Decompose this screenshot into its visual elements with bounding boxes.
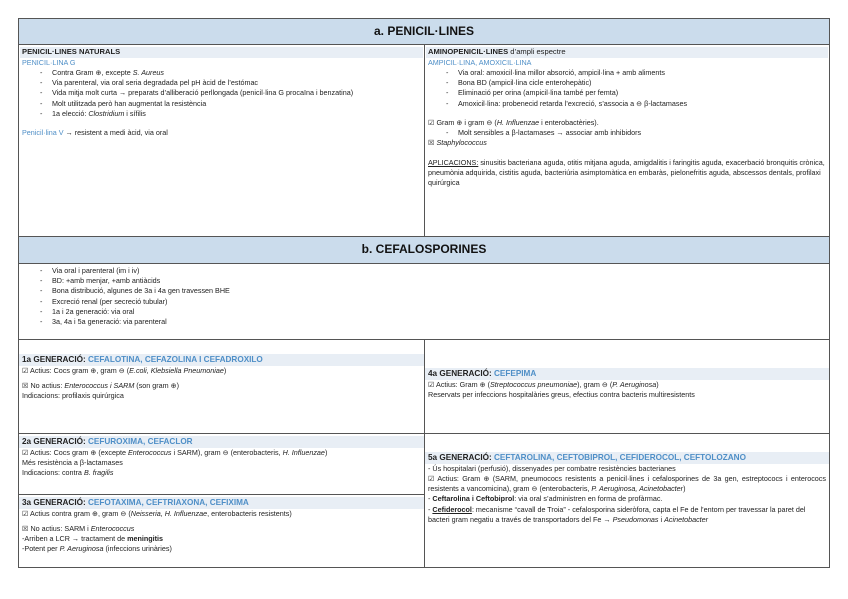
gen4-active: ☑ Actius: Gram ⊕ (Streptococcus pneumoniae), gram ⊖ (P. Aeruginosa) bbox=[428, 379, 659, 389]
document-page bbox=[18, 18, 830, 568]
list-item: - 3a, 4a i 5a generació: via parenteral bbox=[40, 317, 826, 327]
gen3-heading: 3a GENERACIÓ: CEFOTAXIMA, CEFTRIAXONA, CEFIXIMA bbox=[19, 497, 424, 509]
cephalosporins-intro-list bbox=[40, 266, 826, 327]
gen1-cell bbox=[19, 340, 424, 433]
gen3-cell bbox=[19, 494, 424, 557]
section-a-body bbox=[18, 45, 830, 237]
aminopenicillins-header: AMINOPENICIL·LINES d’ampli espectre bbox=[426, 47, 828, 58]
gen5-hospital: - Ús hospitalari (perfusió), dissenyades per combatre resistències bacterianes bbox=[428, 463, 676, 473]
section-b-title: b. CEFALOSPORINES bbox=[18, 237, 830, 264]
generations-row-2 bbox=[18, 434, 830, 568]
list-item: - Via oral i parenteral (im i iv) bbox=[40, 266, 826, 276]
generations-row-1 bbox=[18, 340, 830, 434]
penicillin-g-list bbox=[40, 68, 421, 119]
gen5-ceftaroline: - Ceftarolina i Ceftobiprol: via oral s’administren en forma de profàrmac. bbox=[428, 494, 663, 504]
ampicillin-heading: AMPICIL·LINA, AMOXICIL·LINA bbox=[428, 57, 532, 67]
list-item: - Via oral: amoxicil·lina millor absorció, ampicil·lina + amb aliments bbox=[446, 68, 826, 78]
gen5-cell bbox=[424, 434, 829, 567]
natural-penicillins-column bbox=[19, 45, 424, 236]
aminopenicillins-column bbox=[424, 45, 829, 236]
list-item: - 1a elecció: Clostridium i sífilis bbox=[40, 109, 421, 119]
gen2-heading: 2a GENERACIÓ: CEFUROXIMA, CEFACLOR bbox=[19, 436, 424, 448]
penicillin-v-line: Penicil·lina V → resistent a medi àcid, via oral bbox=[22, 128, 168, 138]
gen2-cell bbox=[19, 434, 424, 494]
gram-spectrum-line: ☑ Gram ⊕ i gram ⊖ (H. Influenzae i enterobactèries). bbox=[428, 117, 599, 127]
gen2-active: ☑ Actius: Cocs gram ⊕ (excepte Enterococcus i SARM), gram ⊖ (enterobacteris, H. Influenzae) bbox=[22, 447, 328, 457]
gen2-gen3-column bbox=[19, 434, 424, 567]
gen5-cefiderocol: - Cefiderocol: mecanisme “cavall de Troia” - cefalosporina sideròfora, capta el Fe de l’entorn per travessar la paret del bacteri gram negatiu a través de transportadors del Fe → Pseudomonas i Acinetobacter bbox=[428, 504, 806, 524]
list-item: - Contra Gram ⊕, excepte S. Aureus bbox=[40, 68, 421, 78]
gen4-reserved: Reservats per infeccions hospitalàries greus, efectius contra bacteris multiresistents bbox=[428, 389, 695, 399]
section-a-title: a. PENICIL·LINES bbox=[18, 18, 830, 45]
beta-lactamase-note bbox=[446, 128, 826, 138]
gen4-cell bbox=[424, 340, 829, 433]
ampicillin-list bbox=[446, 68, 826, 109]
list-item: - Eliminació per orina (ampicil·lina també per femta) bbox=[446, 88, 826, 98]
gen1-inactive: ☒ No actius: Enterococcus i SARM (son gram ⊕) bbox=[22, 380, 180, 390]
list-item: - Molt sensibles a β-lactamases → associar amb inhibidors bbox=[446, 128, 826, 138]
applications-paragraph: APLICACIONS: sinusitis bacteriana aguda, otitis mitjana aguda, amigdalitis i faringitis aguda, exacerbació bronquitis crònica, pneumònia adquirida, cistitis aguda, bacteriúria asimptomàtica en embaràs, pielonefritis aguda, abscessos dentals, profilaxi quirúrgica bbox=[428, 157, 825, 187]
list-item: - Molt utilitzada però han augmentat la resistència bbox=[40, 99, 421, 109]
gen3-potent: -Potent per P. Aeruginosa (infeccions urinàries) bbox=[22, 544, 172, 554]
gen1-indications: Indicacions: profilaxis quirúrgica bbox=[22, 391, 124, 401]
list-item: - Via parenteral, via oral seria degradada pel pH àcid de l’estómac bbox=[40, 78, 421, 88]
list-item: - Bona distribució, algunes de 3a i 4a gen travessen BHE bbox=[40, 286, 826, 296]
gen2-resistance: Més resistència a β-lactamases bbox=[22, 457, 123, 467]
gen2-indications: Indicacions: contra B. fragilis bbox=[22, 468, 114, 478]
gen3-active: ☑ Actius contra gram ⊕, gram ⊖ (Neisseria, H. Influenzae, enterobacteris resistents) bbox=[22, 508, 292, 518]
gen1-active: ☑ Actius: Cocs gram ⊕, gram ⊖ (E.coli, Klebsiella Pneumoniae) bbox=[22, 365, 227, 375]
list-item: - BD: +amb menjar, +amb antiàcids bbox=[40, 276, 826, 286]
staphylococcus-line: ☒ Staphylococcus bbox=[428, 138, 487, 148]
list-item: - Vida mitja molt curta → preparats d’alliberació perllongada (penicil·lina G procaïna i benzatina) bbox=[40, 88, 421, 98]
gen3-inactive: ☒ No actius: SARM i Enterococcus bbox=[22, 523, 135, 533]
list-item: - Excreció renal (per secreció tubular) bbox=[40, 297, 826, 307]
list-item: - 1a i 2a generació: via oral bbox=[40, 307, 826, 317]
cephalosporins-intro bbox=[18, 264, 830, 340]
gen1-heading: 1a GENERACIÓ: CEFALOTINA, CEFAZOLINA I CEFADROXILO bbox=[19, 354, 424, 366]
gen5-active: ☑ Actius: Gram ⊕ (SARM, pneumococs resistents a penicil·lines i cefalosporines de 3a gen, estreptococs i enterococs resistents a vancomicina), gram ⊖ (enterobacteris, P. Aeruginosa, Acinetobacter) bbox=[428, 473, 826, 494]
penicillin-g-heading: PENICIL·LINA G bbox=[22, 57, 76, 67]
natural-penicillins-header: PENICIL·LINES NATURALS bbox=[20, 47, 423, 58]
gen4-heading: 4a GENERACIÓ: CEFEPIMA bbox=[425, 368, 829, 380]
list-item: - Amoxicil·lina: probenecid retarda l’excreció, s’associa a ⊖ β-lactamases bbox=[446, 99, 826, 109]
gen3-lcr: -Arriben a LCR → tractament de meningitis bbox=[22, 534, 164, 544]
list-item: - Bona BD (ampicil·lina cicle enterohepàtic) bbox=[446, 78, 826, 88]
gen5-heading: 5a GENERACIÓ: CEFTAROLINA, CEFTOBIPROL, CEFIDEROCOL, CEFTOLOZANO bbox=[425, 452, 829, 464]
